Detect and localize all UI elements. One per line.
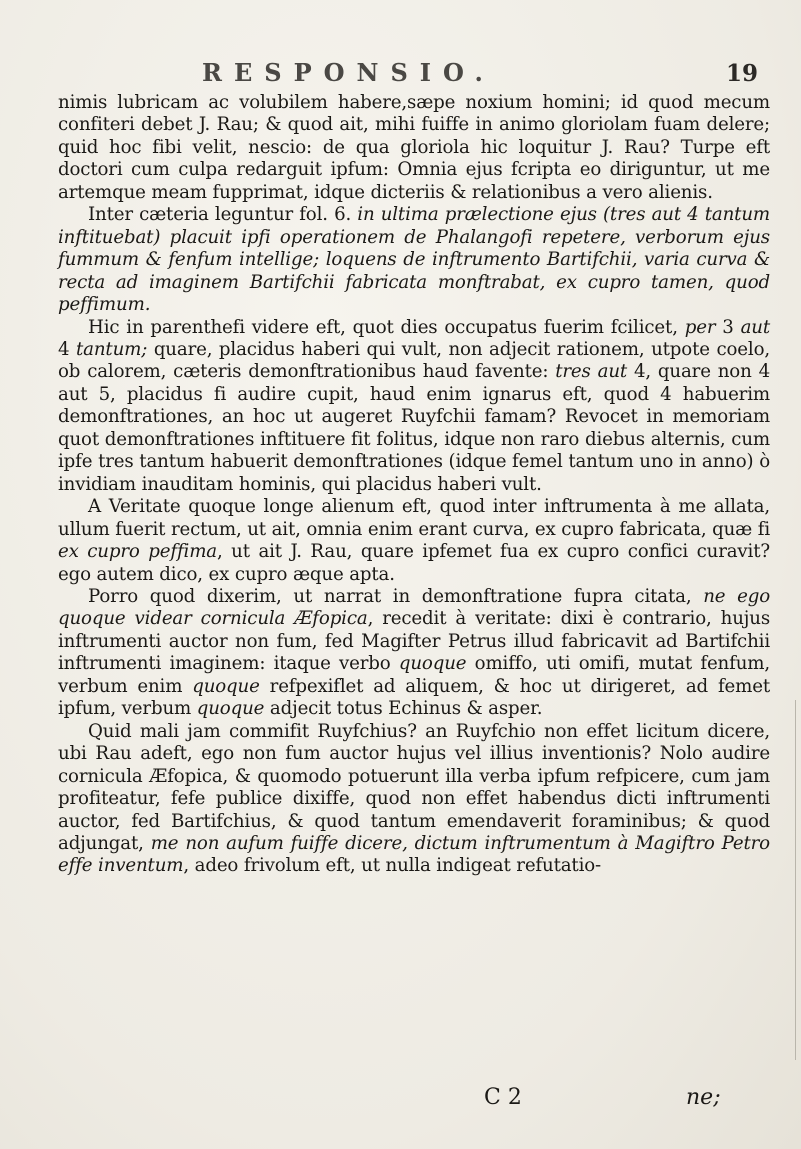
italic-text: tres aut: [555, 361, 628, 383]
text-run: Hic in parenthefi videre eft, quot dies occupatus fuerim fcilicet,: [88, 316, 685, 338]
italic-text: aut: [740, 316, 771, 338]
italic-text: in ultima prælectione ejus (tres aut 4 tantum inftituebat) placuit ipfi operationem de Phalangofi repetere, verborum ejus fummum & fenfum intellige; loquens de inftrumento Bartifchii, varia curva & recta ad imaginem Bartifchii fabricata monftrabat, ex cupro tamen, quod peffimum.: [58, 204, 770, 316]
text-run: Porro quod dixerim, ut narrat in demonftratione fupra citata,: [88, 585, 704, 607]
italic-text: me non aufum fuiffe dicere, dictum inftrumentum à Magiftro Petro effe inventum: [58, 832, 770, 877]
body-text: [58, 92, 770, 878]
italic-text: quoque: [192, 675, 260, 697]
italic-text: ex cupro peffima: [58, 541, 217, 563]
text-run: 4, quare non 4 aut 5, placidus fi audire cupit, haud enim ignarus eft, quod 4 habuerim demonftrationes, an hoc ut augeret Ruyfchii famam? Revocet in memoriam quot demonftrationes inftituere fit folitus, idque non raro diebus alternis, cum ipfe tres tantum habuerit demonftrationes (idque femel tantum uno in anno) ò invidiam inauditam hominis, qui placidus haberi vult.: [58, 361, 770, 495]
catchword: ne;: [686, 1085, 721, 1110]
italic-text: ne ego quoque videar cornicula Æfopica: [58, 585, 770, 630]
page-header: [0, 58, 801, 90]
paragraph: [58, 317, 770, 497]
text-run: nimis lubricam ac volubilem habere,sæpe noxium homini; id quod mecum confiteri debet J. Rau; & quod ait, mihi fuiffe in animo gloriolam fuam delere; quid hoc fibi velit, nescio: de qua gloriola hic loquitur J. Rau? Turpe eft doctori cum culpa redarguit ipfum: Omnia ejus fcripta eo diriguntur, ut me artemque meam fupprimat, idque dicteriis & relationibus a vero alienis.: [58, 92, 770, 203]
page-number: 19: [726, 60, 759, 87]
text-run: , recedit à veritate: dixi è contrario, hujus inftrumenti auctor non fum, fed Magifter Petrus illud fabricavit ad Bartifchii inftrumenti imaginem: itaque verbo: [58, 608, 770, 675]
paragraph: [58, 496, 770, 586]
paragraph: [58, 721, 770, 878]
italic-text: quoque: [196, 698, 265, 720]
paragraph: [58, 586, 770, 721]
signature-mark: C 2: [484, 1085, 522, 1110]
italic-text: quoque: [398, 653, 467, 675]
text-run: A Veritate quoque longe alienum eft, quod inter inftrumenta à me allata, ullum fuerit rectum, ut ait, omnia enim erant curva, ex cupro fabricata, quæ fi: [58, 496, 770, 540]
italic-text: per: [684, 316, 716, 338]
page-footer: [0, 1085, 801, 1115]
text-run: refpexiflet ad aliquem, & hoc ut dirigeret, ad femet ipfum, verbum: [58, 675, 771, 720]
text-run: adjecit totus Echinus & asper.: [264, 698, 543, 720]
text-run: Inter cæteria leguntur fol. 6.: [88, 204, 358, 226]
text-run: 3: [715, 316, 741, 338]
text-run: 4: [58, 338, 77, 360]
text-run: quare, placidus haberi qui vult, non adjecit rationem, utpote coelo, ob calorem, cæteris demonftrationibus haud favente:: [58, 338, 771, 383]
text-run: , adeo frivolum eft, ut nulla indigeat refutatio-: [183, 855, 602, 877]
paragraph: [58, 204, 770, 316]
text-run: omiffo, uti omifi, mutat fenfum, verbum enim: [58, 653, 770, 697]
text-run: , ut ait J. Rau, quare ipfemet fua ex cupro confici curavit? ego autem dico, ex cupro æque apta.: [58, 541, 770, 585]
text-run: Quid mali jam commifit Ruyfchius? an Ruyfchio non effet licitum dicere, ubi Rau adeft, ego non fum auctor hujus vel illius inventionis? Nolo audire cornicula Æfopica, & quomodo potuerunt illa verba ipfum refpicere, cum jam profiteatur, fefe publice dixiffe, quod non effet habendus dicti inftrumenti auctor, fed Bartifchius, & quod tantum emendaverit foraminibus; & quod adjungat,: [58, 720, 770, 854]
margin-rule: [795, 700, 796, 1060]
italic-text: tantum;: [76, 338, 148, 360]
paragraph: [58, 92, 770, 204]
running-title: RESPONSIO.: [202, 58, 495, 87]
